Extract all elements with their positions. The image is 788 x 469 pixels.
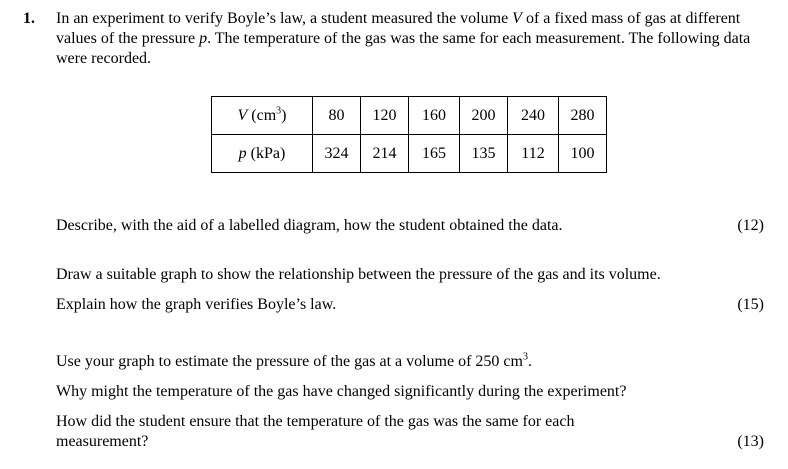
- graph-marks: (15): [737, 296, 764, 313]
- intro-paragraph: [56, 9, 776, 69]
- pressure-header-unit: (kPa): [246, 144, 286, 162]
- describe-marks: (12): [737, 217, 764, 234]
- describe-prompt: Describe, with the aid of a labelled diagram, how the student obtained the data.: [56, 217, 563, 234]
- estimate-end: .: [527, 353, 532, 370]
- pressure-cell: 214: [361, 135, 409, 173]
- intro-text-3: . The temperature of the gas was the same for each measurement. The following data were recorded.: [56, 30, 751, 67]
- question-number: 1.: [23, 10, 35, 27]
- volume-row: [212, 97, 607, 135]
- pressure-row-header: [212, 135, 313, 173]
- data-table: [211, 96, 607, 173]
- volume-cell: 120: [361, 97, 409, 135]
- pressure-header-var: p: [238, 144, 247, 162]
- volume-cell: 200: [460, 97, 508, 135]
- pressure-symbol: p: [199, 30, 208, 47]
- pressure-cell: 135: [460, 135, 508, 173]
- pressure-row: [212, 135, 607, 173]
- intro-text-1: In an experiment to verify Boyle’s law, a student measured the volume: [56, 10, 513, 27]
- estimate-prompt: [56, 352, 532, 372]
- question-intro: [56, 9, 776, 69]
- pressure-cell: 112: [508, 135, 559, 173]
- volume-cell: 280: [559, 97, 607, 135]
- volume-cell: 240: [508, 97, 559, 135]
- pressure-cell: 165: [409, 135, 460, 173]
- graph-prompt: Draw a suitable graph to show the relationship between the pressure of the gas and its volume.: [56, 266, 661, 283]
- volume-row-header: [212, 97, 313, 135]
- temperature-constant-prompt-cont: measurement?: [56, 433, 149, 450]
- volume-symbol: V: [512, 10, 522, 27]
- volume-cell: 80: [313, 97, 361, 135]
- intro-text-2: of a fixed mass of gas at different values of the pressure: [56, 10, 741, 47]
- temperature-constant-prompt: How did the student ensure that the temperature of the gas was the same for each: [56, 413, 575, 430]
- estimate-text: Use your graph to estimate the pressure of the gas at a volume of 250 cm: [56, 353, 523, 370]
- estimate-exp: 3: [522, 351, 528, 363]
- volume-header-close: ): [281, 106, 287, 124]
- pressure-cell: 100: [559, 135, 607, 173]
- volume-cell: 160: [409, 97, 460, 135]
- volume-header-unit: (cm: [247, 106, 277, 124]
- estimate-marks: (13): [737, 433, 764, 450]
- volume-header-var: V: [237, 106, 248, 124]
- volume-header-exp: 3: [276, 105, 282, 117]
- pressure-cell: 324: [313, 135, 361, 173]
- explain-prompt: Explain how the graph verifies Boyle’s law.: [56, 296, 337, 313]
- temperature-change-prompt: Why might the temperature of the gas have changed significantly during the experiment?: [56, 383, 627, 400]
